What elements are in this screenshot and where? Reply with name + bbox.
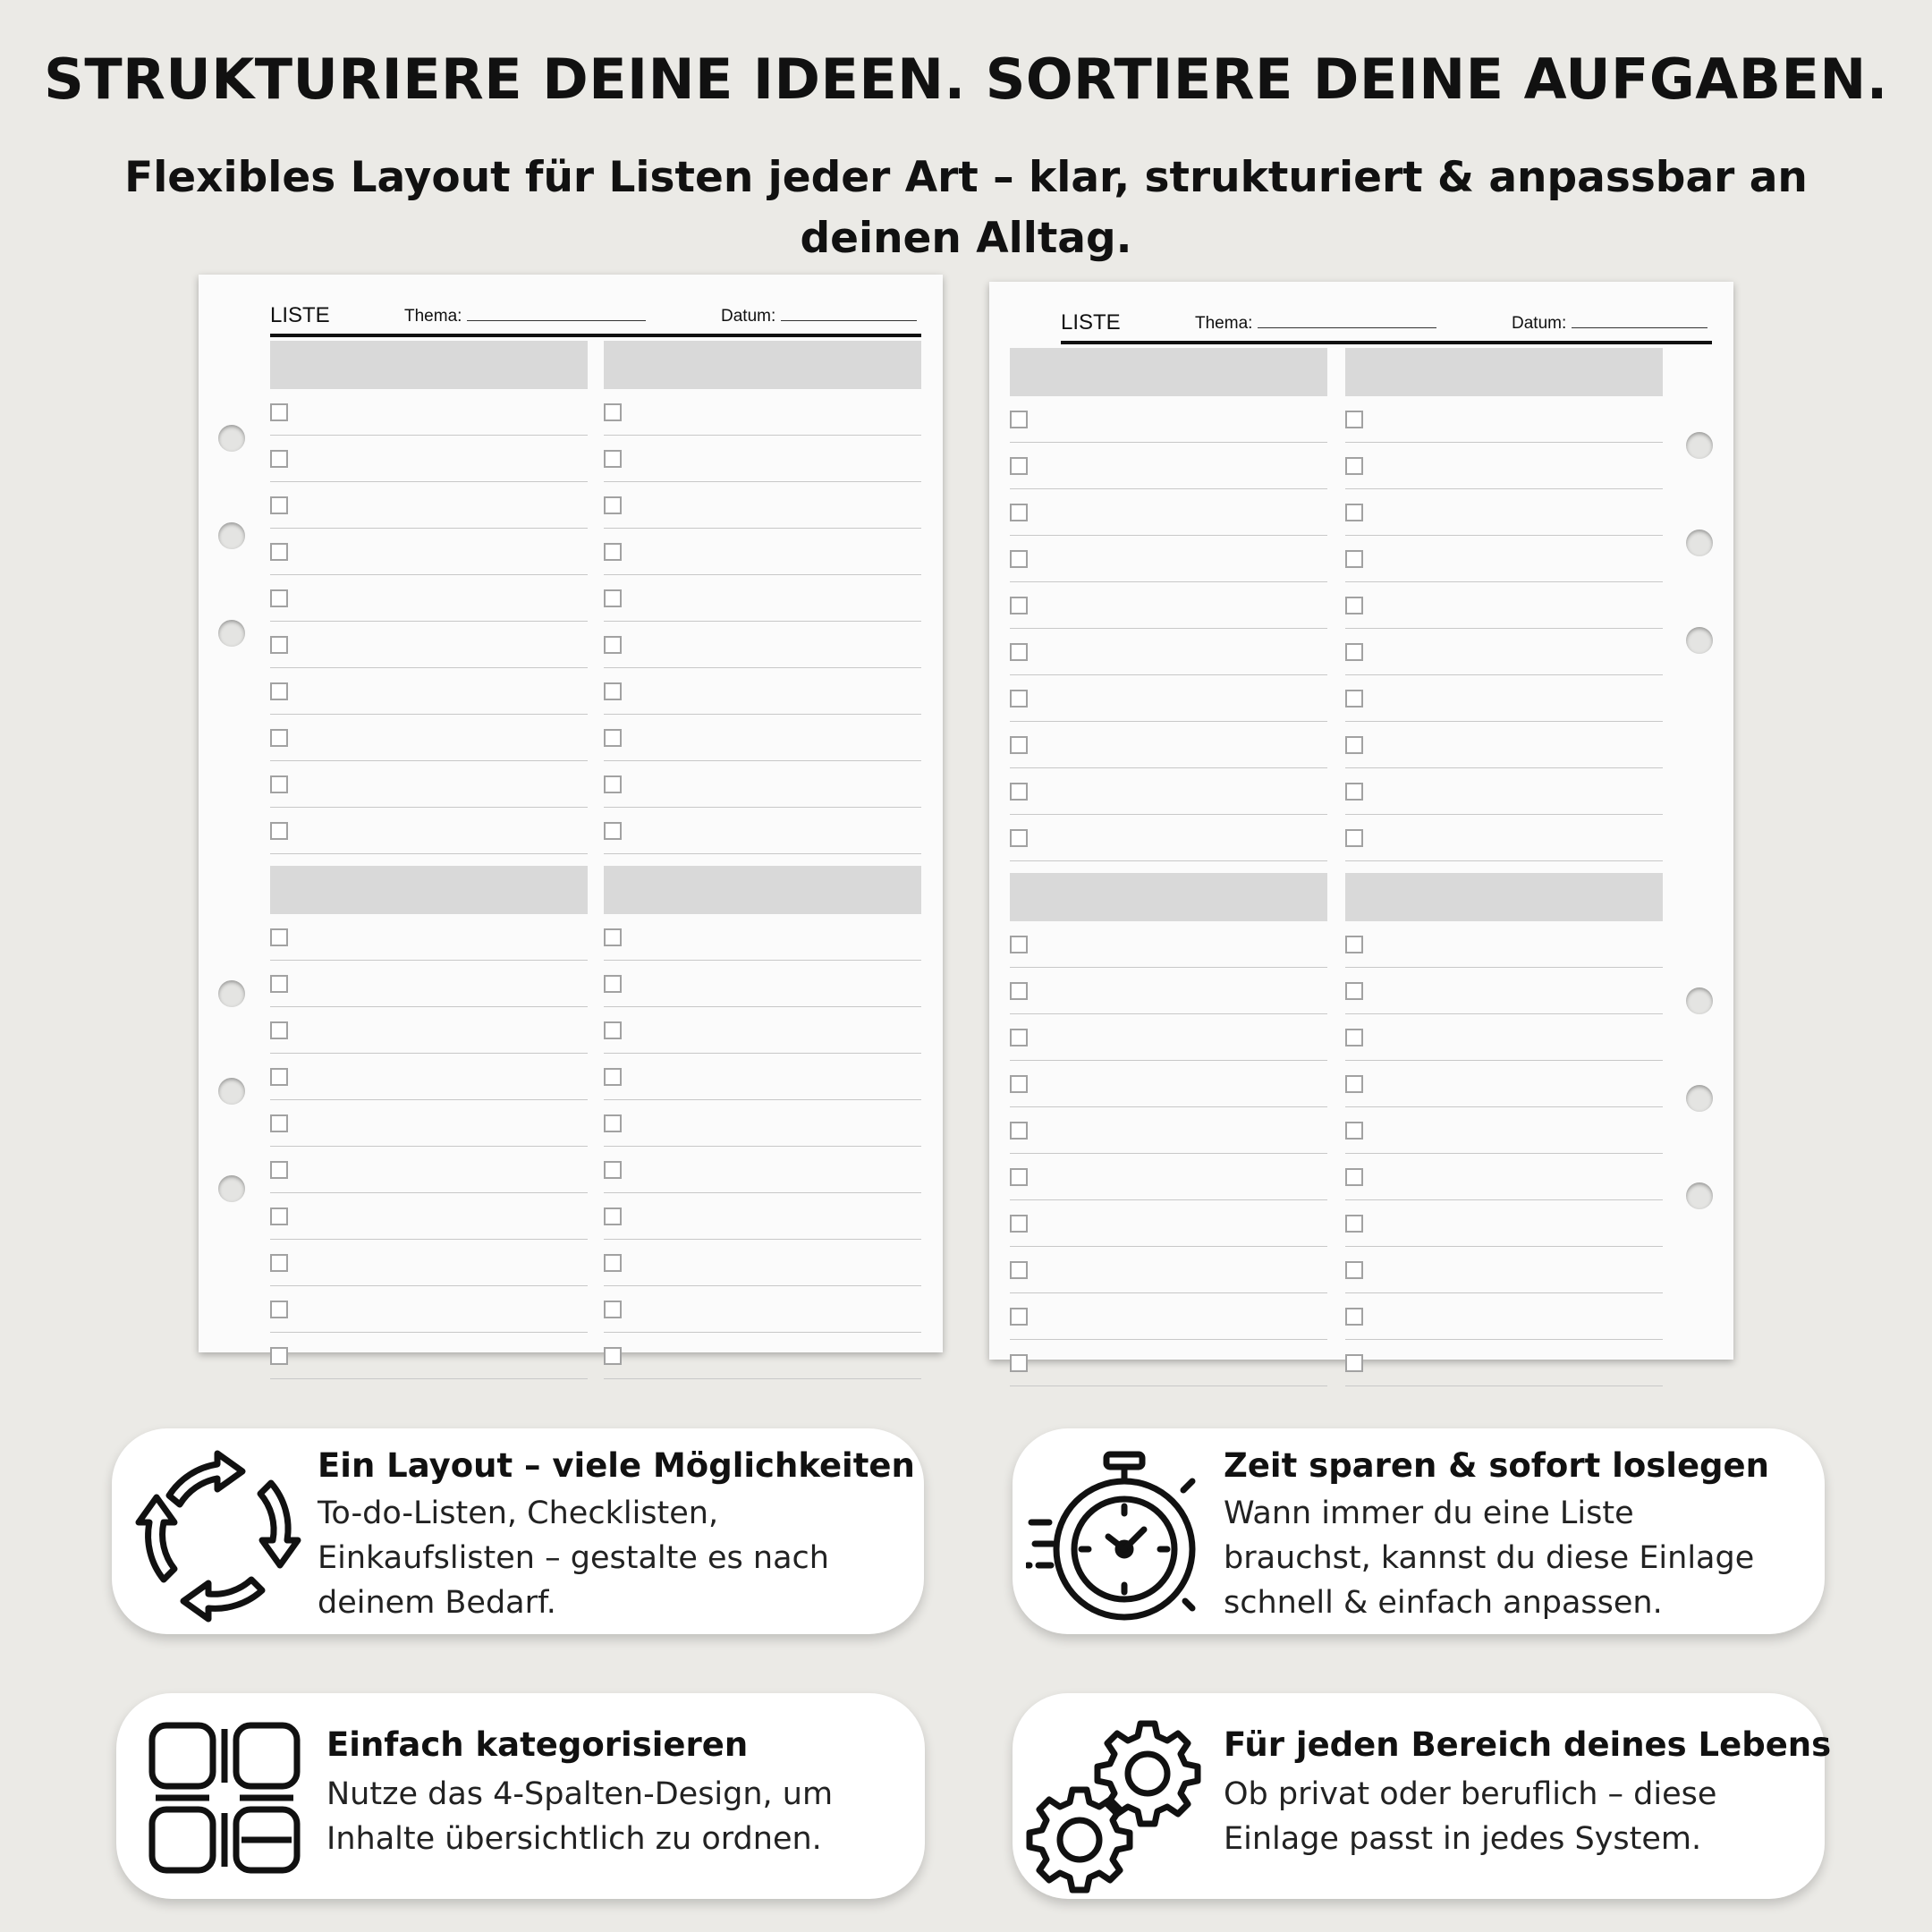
checkbox[interactable]: [604, 729, 622, 747]
section-header-bar[interactable]: [604, 866, 921, 914]
checklist-row[interactable]: [270, 389, 588, 436]
checklist-row[interactable]: [270, 436, 588, 482]
planner-page-left: [199, 275, 943, 1352]
section-header-bar[interactable]: [1345, 348, 1663, 396]
checklist-row[interactable]: [604, 1147, 921, 1193]
checkbox[interactable]: [270, 403, 288, 421]
topic-field: [1195, 314, 1436, 334]
checklist-row[interactable]: [604, 622, 921, 668]
date-field: [1512, 314, 1707, 334]
topic-field: [404, 307, 646, 326]
checkbox[interactable]: [270, 928, 288, 946]
checklist-row[interactable]: [270, 1286, 588, 1333]
checklist-row[interactable]: [1010, 1014, 1327, 1061]
checkbox[interactable]: [604, 682, 622, 700]
checkbox[interactable]: [604, 496, 622, 514]
checkbox[interactable]: [1010, 1029, 1028, 1046]
checkbox[interactable]: [604, 1114, 622, 1132]
checkbox[interactable]: [604, 543, 622, 561]
checklist-row[interactable]: [1345, 1340, 1663, 1386]
checkbox[interactable]: [1345, 550, 1363, 568]
checklist-row[interactable]: [1010, 815, 1327, 861]
checklist-row[interactable]: [604, 482, 921, 529]
checkbox[interactable]: [604, 1301, 622, 1318]
planner-page-right: [989, 282, 1733, 1360]
checklist-row[interactable]: [270, 914, 588, 961]
checklist-row[interactable]: [1345, 1247, 1663, 1293]
checklist-row[interactable]: [604, 1100, 921, 1147]
checklist-row[interactable]: [270, 668, 588, 715]
checkbox[interactable]: [1345, 736, 1363, 754]
topic-label: Thema:: [404, 307, 462, 326]
checklist-row[interactable]: [1345, 582, 1663, 629]
checkbox[interactable]: [604, 822, 622, 840]
checklist-row[interactable]: [604, 389, 921, 436]
checkbox[interactable]: [270, 1254, 288, 1272]
checklist-row[interactable]: [604, 575, 921, 622]
punch-hole: [1686, 530, 1713, 556]
checklist-row[interactable]: [1010, 536, 1327, 582]
checkbox[interactable]: [1345, 982, 1363, 1000]
punch-hole: [218, 425, 245, 452]
checklist-row[interactable]: [1345, 536, 1663, 582]
feature-text: Wann immer du eine Liste brauchst, kannst du diese Einlage schnell & einfach anpassen.: [1224, 1496, 1755, 1621]
page-title: LISTE: [1061, 310, 1121, 335]
feature-card: [1013, 1428, 1825, 1634]
feature-title: Ein Layout – viele Möglichkeiten: [318, 1446, 915, 1485]
checklist-row[interactable]: [1010, 968, 1327, 1014]
checkbox[interactable]: [604, 1254, 622, 1272]
checkbox[interactable]: [1010, 1215, 1028, 1233]
checklist-row[interactable]: [1010, 675, 1327, 722]
checklist-row[interactable]: [1345, 1107, 1663, 1154]
checklist-row[interactable]: [604, 914, 921, 961]
checkbox[interactable]: [1345, 597, 1363, 614]
punch-hole: [218, 620, 245, 647]
checkbox[interactable]: [1345, 1029, 1363, 1046]
checkbox[interactable]: [1345, 936, 1363, 953]
checkbox[interactable]: [1345, 1354, 1363, 1372]
section-header-bar[interactable]: [270, 341, 588, 389]
checkbox[interactable]: [1345, 1168, 1363, 1186]
feature-title: Einfach kategorisieren: [326, 1725, 749, 1764]
checklist-row[interactable]: [604, 668, 921, 715]
checklist-row[interactable]: [270, 529, 588, 575]
checklist-row[interactable]: [604, 1193, 921, 1240]
list-column: [270, 341, 588, 854]
checklist-row[interactable]: [604, 1286, 921, 1333]
checkbox[interactable]: [1345, 690, 1363, 708]
checklist-row[interactable]: [270, 482, 588, 529]
punch-hole: [218, 1078, 245, 1105]
checklist-row[interactable]: [1345, 629, 1663, 675]
checkbox[interactable]: [1010, 1122, 1028, 1140]
checkbox[interactable]: [270, 589, 288, 607]
checkbox[interactable]: [1345, 504, 1363, 521]
checklist-row[interactable]: [1010, 921, 1327, 968]
punch-hole: [1686, 987, 1713, 1014]
checkbox[interactable]: [1010, 597, 1028, 614]
checkbox[interactable]: [270, 1347, 288, 1365]
checklist-row[interactable]: [270, 622, 588, 668]
checklist-row[interactable]: [270, 1054, 588, 1100]
checkbox[interactable]: [270, 636, 288, 654]
checklist-row[interactable]: [1010, 1247, 1327, 1293]
list-column: [604, 866, 921, 1379]
feature-card: [116, 1693, 925, 1899]
checkbox[interactable]: [1345, 1261, 1363, 1279]
checklist-row[interactable]: [270, 1147, 588, 1193]
page-header: [1061, 301, 1712, 344]
checklist-row[interactable]: [1010, 443, 1327, 489]
checklist-row[interactable]: [270, 1240, 588, 1286]
feature-card: [1013, 1693, 1832, 1899]
list-column: [1010, 348, 1327, 861]
refresh-cycle-icon: [128, 1440, 307, 1628]
checkbox[interactable]: [1010, 1354, 1028, 1372]
checklist-row[interactable]: [1345, 443, 1663, 489]
checkbox[interactable]: [270, 975, 288, 993]
checklist-row[interactable]: [1010, 1107, 1327, 1154]
section-header-bar[interactable]: [1010, 348, 1327, 396]
checklist-row[interactable]: [1010, 1061, 1327, 1107]
section-header-bar[interactable]: [1345, 873, 1663, 921]
feature-text: Nutze das 4-Spalten-Design, um Inhalte übersichtlich zu ordnen.: [326, 1776, 834, 1857]
checklist-row[interactable]: [1010, 582, 1327, 629]
checklist-row[interactable]: [1345, 1014, 1663, 1061]
checklist-row[interactable]: [1345, 722, 1663, 768]
checklist-row[interactable]: [1345, 768, 1663, 815]
checkbox[interactable]: [1010, 936, 1028, 953]
checklist-row[interactable]: [1010, 1200, 1327, 1247]
feature-text: Ob privat oder beruflich – diese Einlage passt in jedes System.: [1224, 1776, 1717, 1857]
checklist-row[interactable]: [604, 808, 921, 854]
grid-layout-icon: [148, 1722, 301, 1874]
checkbox[interactable]: [604, 928, 622, 946]
subline: Flexibles Layout für Listen jeder Art – klar, strukturiert & anpassbar an deinen Alltag.: [124, 153, 1808, 263]
checklist-row[interactable]: [1010, 489, 1327, 536]
checkbox[interactable]: [1010, 643, 1028, 661]
checklist-row[interactable]: [1010, 1293, 1327, 1340]
checklist-row[interactable]: [604, 715, 921, 761]
checkbox[interactable]: [604, 636, 622, 654]
headline: STRUKTURIERE DEINE IDEEN. SORTIERE DEINE AUFGABEN.: [44, 47, 1888, 112]
checkbox[interactable]: [1010, 550, 1028, 568]
checklist-row[interactable]: [604, 1054, 921, 1100]
checklist-row[interactable]: [1345, 1200, 1663, 1247]
checklist-row[interactable]: [1345, 815, 1663, 861]
checklist-row[interactable]: [1345, 675, 1663, 722]
punch-hole: [1686, 432, 1713, 459]
checklist-row[interactable]: [604, 1007, 921, 1054]
section-header-bar[interactable]: [270, 866, 588, 914]
list-column: [1345, 873, 1663, 1386]
checkbox[interactable]: [1010, 1261, 1028, 1279]
checklist-row[interactable]: [1345, 489, 1663, 536]
checkbox[interactable]: [270, 1161, 288, 1179]
checkbox[interactable]: [1345, 457, 1363, 475]
list-column: [270, 866, 588, 1379]
punch-hole: [1686, 1182, 1713, 1209]
checklist-row[interactable]: [1010, 1340, 1327, 1386]
checkbox[interactable]: [1345, 783, 1363, 801]
checkbox[interactable]: [270, 729, 288, 747]
checkbox[interactable]: [1345, 1308, 1363, 1326]
gears-icon: [1026, 1715, 1214, 1894]
checkbox[interactable]: [1345, 829, 1363, 847]
punch-hole: [1686, 627, 1713, 654]
date-label: Datum:: [1512, 314, 1567, 333]
list-column: [1010, 873, 1327, 1386]
checkbox[interactable]: [270, 682, 288, 700]
checkbox[interactable]: [270, 450, 288, 468]
checklist-row[interactable]: [270, 808, 588, 854]
checkbox[interactable]: [604, 403, 622, 421]
checklist-row[interactable]: [270, 1333, 588, 1379]
checkbox[interactable]: [604, 1068, 622, 1086]
checkbox[interactable]: [270, 1068, 288, 1086]
checklist-row[interactable]: [1010, 768, 1327, 815]
checkbox[interactable]: [1345, 1122, 1363, 1140]
checklist-row[interactable]: [1345, 396, 1663, 443]
page-header: [270, 294, 921, 337]
checkbox[interactable]: [270, 1114, 288, 1132]
checklist-row[interactable]: [270, 961, 588, 1007]
feature-text: To-do-Listen, Checklisten, Einkaufslisten – gestalte es nach deinem Bedarf.: [318, 1496, 829, 1621]
list-column: [604, 341, 921, 854]
punch-hole: [218, 980, 245, 1007]
checkbox[interactable]: [1010, 982, 1028, 1000]
checkbox[interactable]: [270, 1208, 288, 1225]
checklist-row[interactable]: [604, 1333, 921, 1379]
section-header-bar[interactable]: [1010, 873, 1327, 921]
section-header-bar[interactable]: [604, 341, 921, 389]
feature-card: [112, 1428, 924, 1634]
checkbox[interactable]: [1010, 829, 1028, 847]
checklist-row[interactable]: [270, 575, 588, 622]
checklist-row[interactable]: [1345, 1293, 1663, 1340]
checklist-row[interactable]: [604, 761, 921, 808]
page-title: LISTE: [270, 303, 330, 327]
punch-hole: [1686, 1085, 1713, 1112]
checklist-row[interactable]: [1010, 629, 1327, 675]
checkbox[interactable]: [604, 589, 622, 607]
checkbox[interactable]: [1010, 1308, 1028, 1326]
checkbox[interactable]: [1010, 690, 1028, 708]
checkbox[interactable]: [1010, 457, 1028, 475]
topic-label: Thema:: [1195, 314, 1253, 333]
checklist-row[interactable]: [1345, 921, 1663, 968]
stopwatch-icon: [1026, 1451, 1205, 1621]
checkbox[interactable]: [270, 775, 288, 793]
checkbox[interactable]: [1345, 1215, 1363, 1233]
checkbox[interactable]: [604, 1208, 622, 1225]
date-label: Datum:: [721, 307, 776, 326]
feature-title: Zeit sparen & sofort loslegen: [1224, 1446, 1769, 1485]
checkbox[interactable]: [1345, 411, 1363, 428]
checkbox[interactable]: [270, 822, 288, 840]
checkbox[interactable]: [1010, 783, 1028, 801]
checkbox[interactable]: [1010, 1075, 1028, 1093]
checkbox[interactable]: [604, 975, 622, 993]
checklist-row[interactable]: [270, 715, 588, 761]
checklist-row[interactable]: [1345, 1154, 1663, 1200]
checklist-row[interactable]: [270, 1007, 588, 1054]
checklist-row[interactable]: [270, 761, 588, 808]
checkbox[interactable]: [270, 543, 288, 561]
checklist-row[interactable]: [270, 1100, 588, 1147]
checkbox[interactable]: [270, 1301, 288, 1318]
checkbox[interactable]: [1010, 736, 1028, 754]
checklist-row[interactable]: [270, 1193, 588, 1240]
checklist-row[interactable]: [1010, 722, 1327, 768]
checkbox[interactable]: [604, 1347, 622, 1365]
checklist-row[interactable]: [1010, 396, 1327, 443]
checkbox[interactable]: [604, 775, 622, 793]
checkbox[interactable]: [270, 496, 288, 514]
checklist-row[interactable]: [1010, 1154, 1327, 1200]
checkbox[interactable]: [1010, 504, 1028, 521]
checkbox[interactable]: [1010, 1168, 1028, 1186]
checkbox[interactable]: [604, 450, 622, 468]
checkbox[interactable]: [604, 1021, 622, 1039]
checklist-row[interactable]: [1345, 1061, 1663, 1107]
checkbox[interactable]: [604, 1161, 622, 1179]
checklist-row[interactable]: [604, 1240, 921, 1286]
punch-hole: [218, 522, 245, 549]
checkbox[interactable]: [270, 1021, 288, 1039]
list-column: [1345, 348, 1663, 861]
feature-title: Für jeden Bereich deines Lebens: [1224, 1725, 1832, 1764]
checklist-row[interactable]: [604, 961, 921, 1007]
checkbox[interactable]: [1345, 643, 1363, 661]
checklist-row[interactable]: [604, 436, 921, 482]
punch-hole: [218, 1175, 245, 1202]
checklist-row[interactable]: [1345, 968, 1663, 1014]
date-field: [721, 307, 917, 326]
checkbox[interactable]: [1345, 1075, 1363, 1093]
checklist-row[interactable]: [604, 529, 921, 575]
checkbox[interactable]: [1010, 411, 1028, 428]
